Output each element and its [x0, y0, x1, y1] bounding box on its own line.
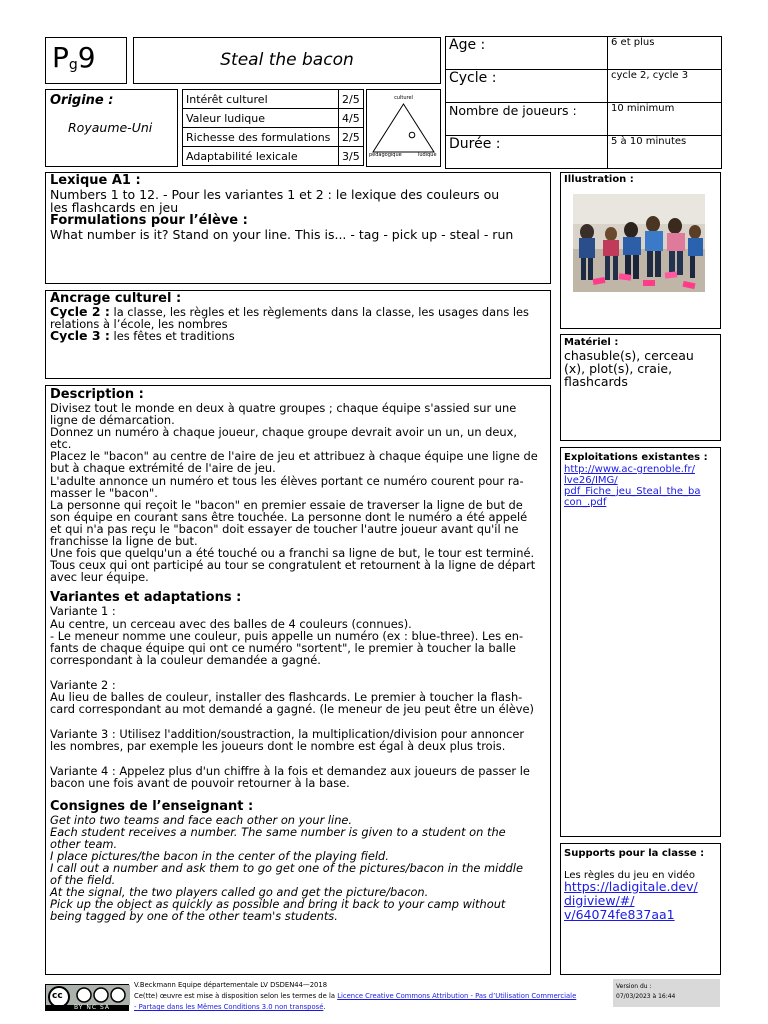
consigne-line: Pick up the object as quickly as possible and bring it back to your camp without: [50, 897, 506, 912]
description-line: et qui n'a pas reçu le "bacon" doit essayer de toucher l'autre joueur avant qu'il ne: [50, 521, 519, 536]
variante-line: fants de chaque équipe qui ont ce numéro "sortent", le premier à toucher la balle: [50, 640, 516, 655]
criterion-score: 2/5: [342, 92, 360, 106]
exploitations-link[interactable]: pdf_Fiche_jeu_Steal_the_ba: [564, 486, 701, 497]
consignes-title: Consignes de l’enseignant :: [50, 798, 254, 814]
exploitations-box: [560, 447, 721, 837]
criterion-score: 3/5: [342, 149, 360, 163]
description-line: Tous ceux qui ont participé au tour se congratulent et retournent à la ligne de départ: [50, 558, 536, 573]
formulations-text: What number is it? Stand on your line. This is... - tag - pick up - steal - run: [50, 227, 514, 242]
lexique-title: Lexique A1 :: [50, 173, 141, 188]
players-value: 10 minimum: [611, 103, 675, 114]
exploitations-link[interactable]: lve26/IMG/: [564, 475, 618, 486]
description-line: Donnez un numéro à chaque joueur, chaque groupe devrait avoir un un, un deux,: [50, 425, 517, 440]
description-line: Placez le "bacon" au centre de l'aire de jeu et attribuez à chaque équipe une ligne de: [50, 449, 538, 464]
description-line: masser le "bacon".: [50, 485, 158, 500]
consigne-line: other team.: [50, 836, 118, 851]
description-line: etc.: [50, 437, 72, 452]
game-code-sub: g: [68, 57, 78, 73]
cc-license-badge: cc BY NC SA: [45, 984, 129, 1011]
variante-line: correspondant à la couleur demandée a gagné.: [50, 652, 321, 667]
description-line: Divisez tout le monde en deux à quatre groupes ; chaque équipe s'assied sur une: [50, 401, 517, 415]
materiel-line: chasuble(s), cerceau: [564, 348, 694, 363]
lexique-box: [45, 172, 551, 284]
criterion-score: 4/5: [342, 111, 360, 125]
consigne-line: Each student receives a number. The same number is given to a student on the: [50, 824, 506, 839]
materiel-line: (x), plot(s), craie,: [564, 361, 673, 376]
description-box: [45, 385, 551, 975]
version-label: Version du :: [616, 983, 652, 990]
criterion-score: 2/5: [342, 130, 360, 144]
variante-line: Au lieu de balles de couleur, installer des flashcards. Le premier à toucher la flash-: [50, 689, 523, 704]
triangle-left-label: pédagogique: [369, 152, 402, 158]
lexique-text-line: les flashcards en jeu: [50, 200, 179, 215]
age-label: Age :: [449, 37, 486, 53]
exploitations-title: Exploitations existantes :: [564, 452, 708, 463]
consigne-line: of the field.: [50, 873, 116, 887]
game-title-box: [133, 37, 441, 84]
ancrage-cycle3-text: les fêtes et traditions: [109, 329, 235, 344]
variante-line: les nombres, par exemple les joueurs dont le nombre est égal à deux plus trois.: [50, 739, 506, 754]
cycle-label: Cycle :: [449, 70, 497, 86]
exploitations-link[interactable]: con_.pdf: [564, 497, 607, 508]
lexique-text-line: Numbers 1 to 12. - Pour les variantes 1 et 2 : le lexique des couleurs ou: [50, 187, 500, 202]
variante-line: Variante 2 :: [50, 677, 116, 692]
consigne-line: At the signal, the two players called go and get the picture/bacon.: [50, 885, 429, 900]
illustration-title: Illustration :: [564, 174, 634, 185]
origin-box: [45, 89, 178, 167]
description-title: Description :: [50, 387, 144, 402]
origin-value: Royaume-Uni: [68, 120, 153, 135]
description-line: son équipe en courant sans être touchée. La personne dont le numéro a été appelé: [50, 509, 528, 524]
game-code-letter: P: [52, 41, 69, 74]
description-line: ligne de démarcation.: [50, 413, 175, 428]
game-code-number: 9: [77, 41, 96, 74]
criterion-label: Intérêt culturel: [186, 92, 268, 106]
criterion-label: Adaptabilité lexicale: [186, 149, 298, 163]
consigne-line: I call out a number and ask them to go get one of the pictures/bacon in the middle: [50, 860, 523, 875]
materiel-box: [560, 334, 721, 441]
age-value: 6 et plus: [611, 37, 655, 48]
supports-link[interactable]: v/64074fe837aa1: [564, 907, 675, 922]
variantes-title: Variantes et adaptations :: [50, 590, 242, 606]
illustration-photo: [573, 194, 705, 292]
illustration-box: [560, 172, 721, 329]
version-box: [613, 979, 720, 1007]
variante-line: Au centre, un cerceau avec des balles de 4 couleurs (connues).: [50, 616, 412, 631]
criteria-table: [182, 89, 364, 165]
variante-line: card correspondant au mot demandé a gagné. (le meneur de jeu peut être un élève): [50, 702, 534, 717]
ancrage-cycle3-label: Cycle 3 :: [50, 328, 110, 344]
supports-text: Les règles du jeu en vidéo: [564, 870, 695, 881]
duration-label: Durée :: [449, 136, 501, 152]
triangle-box: [366, 89, 441, 167]
cc-badge-label: BY NC SA: [74, 1004, 110, 1011]
variante-line: Variante 1 :: [50, 604, 116, 619]
criterion-label: Richesse des formulations: [186, 130, 331, 144]
description-line: franchisse la ligne de but.: [50, 534, 198, 549]
game-title: Steal the bacon: [220, 50, 354, 70]
footer-author: V.Beckmann Equipe départementale LV DSDEN44—2018: [134, 981, 328, 989]
footer-license-suffix: .: [323, 1003, 326, 1011]
footer-license-text: Ce(tte) œuvre est mise à disposition selon les termes de la: [134, 992, 338, 1000]
description-line: La personne qui reçoit le "bacon" en premier essaie de traverser la ligne de but de: [50, 497, 523, 512]
variante-line: - Le meneur nomme une couleur, puis appelle un numéro (ex : blue-three). Les en-: [50, 628, 524, 643]
triangle-right-label: ludique: [418, 152, 437, 158]
description-line: L'adulte annonce un numéro et tous les élèves portant ce numéro courent pour ra-: [50, 473, 524, 488]
variante-line: Variante 4 : Appelez plus d'un chiffre à la fois et demandez aux joueurs de passer le: [50, 764, 530, 779]
formulations-title: Formulations pour l’élève :: [50, 213, 248, 228]
ancrage-box: [45, 290, 551, 379]
description-line: Une fois que quelqu'un a été touché ou a franchi sa ligne de but, le tour est terminé.: [50, 546, 535, 561]
criterion-label: Valeur ludique: [186, 111, 266, 125]
consigne-line: I place pictures/the bacon in the center of the playing field.: [50, 848, 389, 863]
consigne-line: Get into two teams and face each other on your line.: [50, 812, 353, 827]
consigne-line: being tagged by one of the other team's students.: [50, 909, 338, 924]
meta-table: [445, 36, 722, 168]
ancrage-cycle2-text: relations à l’école, les nombres: [50, 317, 228, 332]
duration-value: 5 à 10 minutes: [611, 136, 687, 147]
triangle-top-label: culturel: [394, 95, 413, 101]
materiel-title: Matériel :: [564, 337, 619, 348]
game-code-box: [45, 37, 127, 84]
supports-box: [560, 843, 721, 975]
license-link-continued[interactable]: - Partage dans les Mêmes Conditions 3.0 non transposé: [134, 1003, 324, 1011]
description-line: avec leur équipe.: [50, 570, 149, 585]
ancrage-cycle2-label: Cycle 2 :: [50, 304, 110, 319]
ancrage-title: Ancrage culturel :: [50, 291, 182, 306]
description-line: but à chaque extrémité de l'aire de jeu.: [50, 461, 276, 476]
supports-link[interactable]: https://ladigitale.dev/: [564, 879, 698, 894]
variante-line: bacon une fois avant de pouvoir retourner à la base.: [50, 776, 350, 791]
variante-line: Variante 3 : Utilisez l'addition/soustraction, la multiplication/division pour annoncer: [50, 727, 525, 742]
players-label: Nombre de joueurs :: [449, 103, 577, 118]
license-link[interactable]: Licence Creative Commons Attribution - Pas d’Utilisation Commerciale: [337, 992, 577, 1000]
cycle-value: cycle 2, cycle 3: [611, 70, 689, 81]
version-value: 07/03/2023 à 16:44: [616, 993, 676, 1000]
origin-label: Origine :: [50, 93, 114, 108]
supports-link[interactable]: digiview/#/: [564, 893, 635, 908]
materiel-line: flashcards: [564, 374, 628, 389]
exploitations-link[interactable]: http://www.ac-grenoble.fr/: [564, 464, 695, 475]
ancrage-cycle2-text: la classe, les règles et les règlements dans la classe, les usages dans les: [109, 305, 529, 319]
supports-title: Supports pour la classe :: [564, 848, 705, 859]
